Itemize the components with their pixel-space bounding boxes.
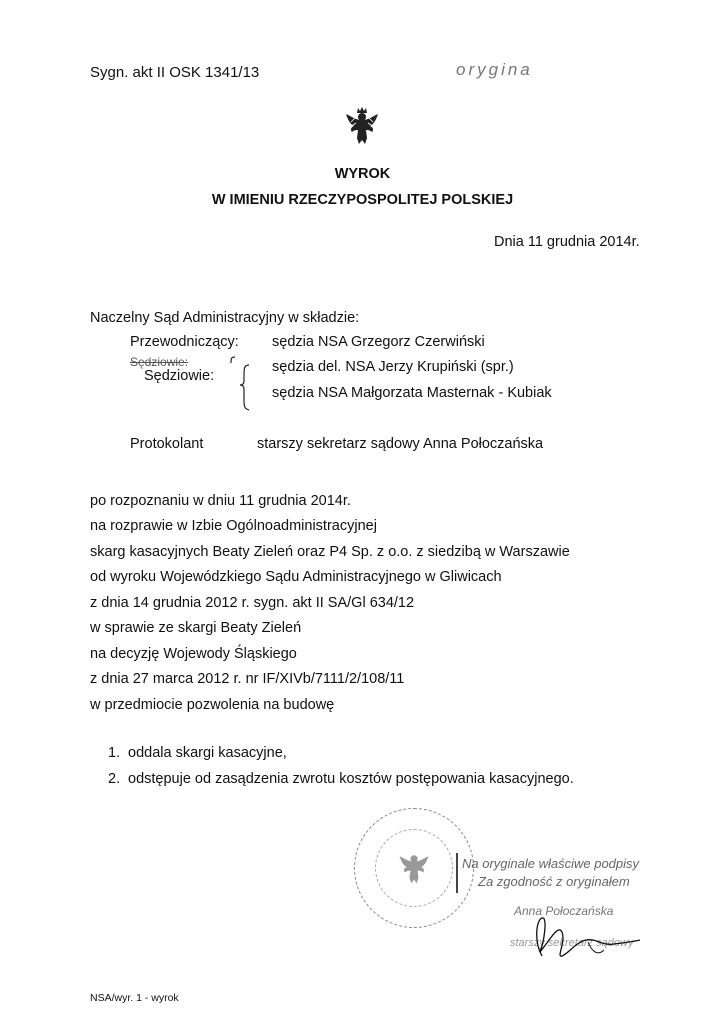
- chair-value: sędzia NSA Grzegorz Czerwiński: [272, 334, 485, 350]
- ruling-text: oddala skargi kasacyjne,: [128, 745, 287, 761]
- certification-role: starszy sekretarz sądowy: [510, 937, 634, 949]
- judge-1: sędzia del. NSA Jerzy Krupiński (spr.): [272, 359, 514, 375]
- polish-eagle-icon: [345, 106, 379, 146]
- certification-line-2: Za zgodność z oryginałem: [478, 874, 630, 889]
- body-line: na decyzję Wojewody Śląskiego: [90, 646, 297, 662]
- body-line: w sprawie ze skargi Beaty Zieleń: [90, 620, 302, 636]
- body-line: na rozprawie w Izbie Ogólnoadministracyjnej: [90, 518, 377, 534]
- certification-name: Anna Połoczańska: [514, 904, 614, 918]
- body-line: po rozpoznaniu w dniu 11 grudnia 2014r.: [90, 493, 351, 509]
- ruling-text: odstępuje od zasądzenia zwrotu kosztów postępowania kasacyjnego.: [128, 771, 574, 787]
- ruling-number: 2.: [108, 771, 121, 787]
- seal-eagle-icon: [398, 849, 430, 885]
- judge-2: sędzia NSA Małgorzata Masternak - Kubiak: [272, 385, 552, 401]
- body-line: skarg kasacyjnych Beaty Zieleń oraz P4 Sp. z o.o. z siedzibą w Warszawie: [90, 544, 570, 560]
- body-line: od wyroku Wojewódzkiego Sądu Administracyjnego w Gliwicach: [90, 569, 502, 585]
- body-line: z dnia 14 grudnia 2012 r. sygn. akt II SA/Gl 634/12: [90, 595, 415, 611]
- title-wyrok: WYROK: [334, 166, 391, 182]
- judges-label: Sędziowie:: [144, 368, 215, 384]
- chair-label: Przewodniczący:: [130, 334, 239, 350]
- judgment-date: Dnia 11 grudnia 2014r.: [494, 234, 640, 250]
- clerk-label: Protokolant: [130, 436, 204, 452]
- form-footer: NSA/wyr. 1 - wyrok: [90, 992, 179, 1004]
- stamp-bracket: [456, 853, 458, 893]
- body-line: z dnia 27 marca 2012 r. nr IF/XIVb/7111/2/108/11: [90, 671, 405, 687]
- title-in-name-of-republic: W IMIENIU RZECZYPOSPOLITEJ POLSKIEJ: [211, 192, 514, 208]
- ruling-number: 1.: [108, 745, 121, 761]
- court-intro: Naczelny Sąd Administracyjny w składzie:: [90, 310, 360, 326]
- handwritten-signature: [528, 912, 648, 968]
- brace-icon: [229, 355, 259, 415]
- certification-line-1: Na oryginale właściwe podpisy: [462, 856, 640, 871]
- corner-mark: orygina: [456, 60, 533, 79]
- case-number: Sygn. akt II OSK 1341/13: [90, 64, 260, 81]
- clerk-value: starszy sekretarz sądowy Anna Połoczańska: [257, 436, 544, 452]
- body-line: w przedmiocie pozwolenia na budowę: [90, 697, 335, 713]
- judges-label-struck: Sędziowie:: [130, 355, 189, 369]
